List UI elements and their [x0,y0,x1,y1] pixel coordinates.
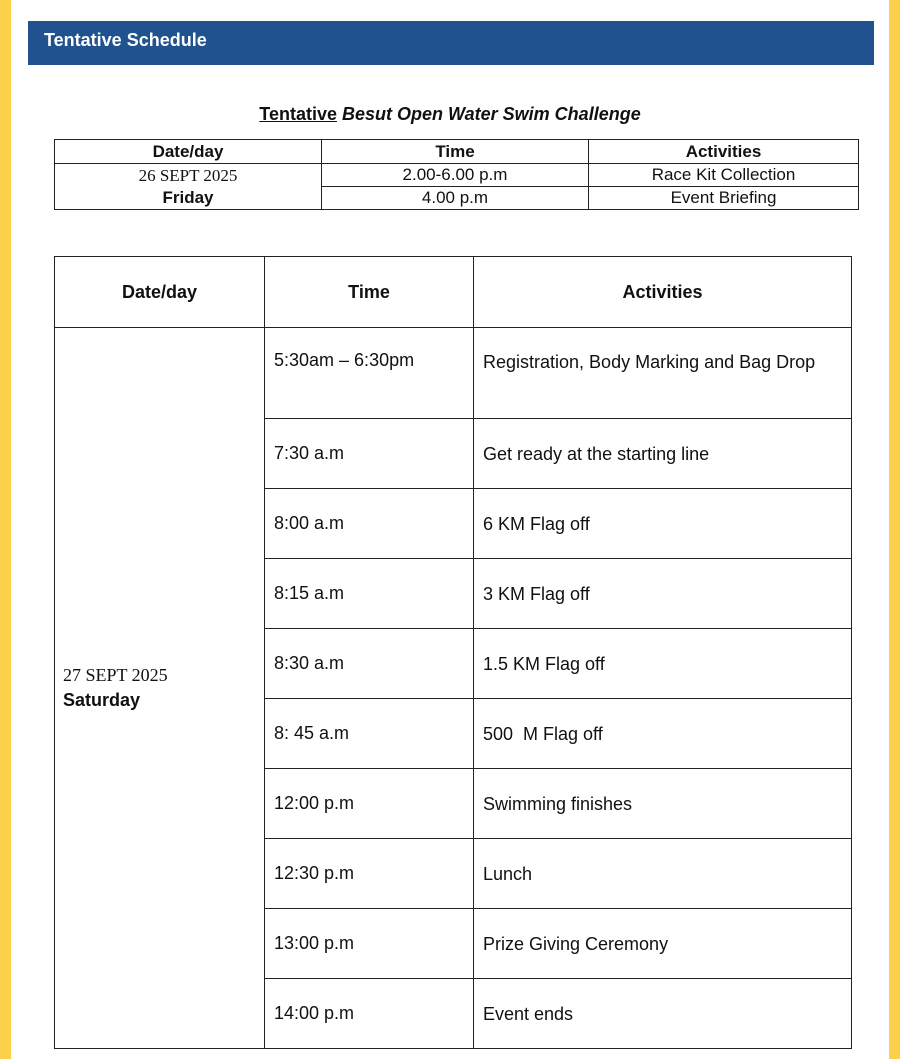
date-text: 27 SEPT 2025 [63,665,168,685]
activity-cell: Event Briefing [589,187,859,210]
time-cell: 14:00 p.m [265,979,474,1049]
saturday-schedule-table [54,256,852,1049]
title-prefix: Tentative [259,104,337,124]
section-header [28,21,874,65]
activity-cell: Swimming finishes [474,769,852,839]
column-header: Activities [474,257,852,328]
activity-cell: 6 KM Flag off [474,489,852,559]
column-header: Date/day [55,257,265,328]
time-cell: 8:30 a.m [265,629,474,699]
date-cell [55,164,322,210]
activity-cell: Prize Giving Ceremony [474,909,852,979]
column-header: Time [322,140,589,164]
time-cell: 4.00 p.m [322,187,589,210]
table-header-row [55,140,859,164]
time-cell: 8: 45 a.m [265,699,474,769]
table-row [55,164,859,187]
friday-schedule-table [54,139,859,210]
weekday-text: Friday [162,187,214,207]
table-header-row [55,257,852,328]
time-cell: 12:30 p.m [265,839,474,909]
time-cell: 7:30 a.m [265,419,474,489]
column-header: Time [265,257,474,328]
time-cell: 2.00-6.00 p.m [322,164,589,187]
right-accent-bar [889,0,900,1059]
section-title: Tentative Schedule [44,30,207,50]
activity-cell: 500 M Flag off [474,699,852,769]
activity-cell: 1.5 KM Flag off [474,629,852,699]
time-cell: 12:00 p.m [265,769,474,839]
date-cell [55,328,265,1049]
title-rest: Besut Open Water Swim Challenge [336,104,641,124]
left-accent-bar [0,0,11,1059]
column-header: Date/day [55,140,322,164]
time-cell: 13:00 p.m [265,909,474,979]
activity-cell: Lunch [474,839,852,909]
activity-cell: Registration, Body Marking and Bag Drop [474,328,852,419]
column-header: Activities [589,140,859,164]
time-cell: 8:15 a.m [265,559,474,629]
activity-cell: Get ready at the starting line [474,419,852,489]
activity-cell: Race Kit Collection [589,164,859,187]
time-cell: 8:00 a.m [265,489,474,559]
activity-cell: Event ends [474,979,852,1049]
document-title [0,104,900,125]
date-text: 26 SEPT 2025 [138,165,238,185]
time-cell: 5:30am – 6:30pm [265,328,474,419]
table-row [55,328,852,419]
weekday-text: Saturday [63,690,141,710]
activity-cell: 3 KM Flag off [474,559,852,629]
